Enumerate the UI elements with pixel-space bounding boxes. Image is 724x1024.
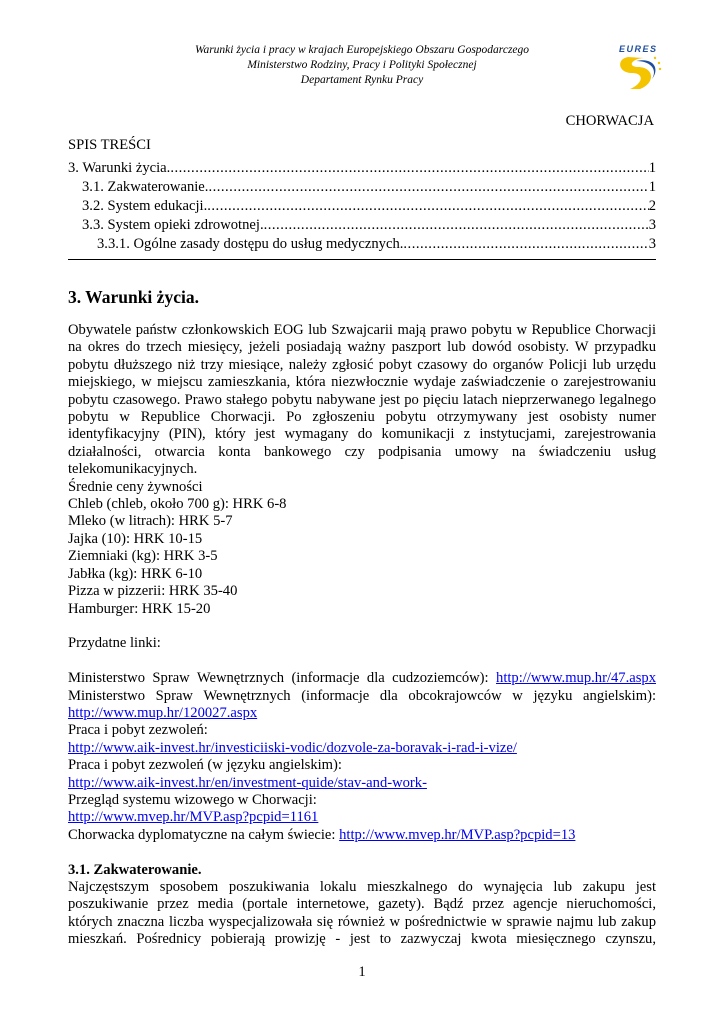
link-label: Ministerstwo Spraw Wewnętrznych (informacje dla cudzoziemców): xyxy=(68,670,497,687)
toc-leader xyxy=(207,198,648,215)
subsection-paragraph xyxy=(68,879,656,949)
toc-item[interactable] xyxy=(68,179,656,198)
price-item: Pizza w pizzerii: HRK 35-40 xyxy=(68,583,238,600)
text-line: identyfikacyjny (PIN), który jest wymagany do komunikacji z instytucjami, zarejestrowania xyxy=(68,426,656,443)
link-label: Ministerstwo Spraw Wewnętrznych (informacje dla obcokrajowców w języku angielskim): xyxy=(68,687,656,704)
link-label: Chorwacka dyplomatyczne na całym świecie: xyxy=(68,826,340,843)
text-line: których znaczna liczba wyspecjalizowała się również w pośrednictwie w sprawie najmu lub zakup xyxy=(68,913,656,930)
logo-text: EURES xyxy=(619,44,658,54)
text-line: pobytu czasowego. Prawo stałego pobytu nabywane jest po pięciu latach nieprzerwanego legalnego xyxy=(68,391,656,408)
text-line: poszukiwanie przez media (portale internetowe, gazety). Bądź przez agencje nieruchomości, xyxy=(68,896,656,913)
section-heading: 3. Warunki życia. xyxy=(68,287,199,307)
text-line: miejskiego, w miejscu zamieszkania, która niezwłocznie wydaje zaświadczenie o zarejestrowaniu xyxy=(68,374,656,391)
text-line: działalności, otwarcia konta bankowego czy podpisania umowy na świadczeniu usług xyxy=(68,443,656,460)
price-item: Ziemniaki (kg): HRK 3-5 xyxy=(68,548,218,565)
link-aik-invest-en[interactable]: http://www.aik-invest.hr/en/investment-quide/stav-and-work- xyxy=(68,774,427,791)
toc-leader xyxy=(403,236,648,253)
toc-leader xyxy=(170,160,648,177)
link-mvep-1161[interactable]: http://www.mvep.hr/MVP.asp?pcpid=1161 xyxy=(68,809,319,826)
toc-item[interactable] xyxy=(68,198,656,217)
toc-item-page: 3 xyxy=(648,236,656,252)
price-item: Chleb (chleb, około 700 g): HRK 6-8 xyxy=(68,496,287,513)
intro-paragraph xyxy=(68,322,656,479)
link-line xyxy=(68,670,656,687)
links-list xyxy=(68,670,656,844)
toc-item[interactable] xyxy=(68,236,656,255)
text-line: Najczęstszym sposobem poszukiwania lokalu mieszkalnego do wynajęcia lub zakupu jest xyxy=(68,878,656,895)
header-line-1: Warunki życia i pracy w krajach Europejskiego Obszaru Gospodarczego xyxy=(194,44,530,56)
subsection-heading: 3.1. Zakwaterowanie. xyxy=(68,861,202,878)
eures-logo xyxy=(614,43,664,93)
price-list xyxy=(68,496,656,618)
link-mvep-13[interactable]: http://www.mvep.hr/MVP.asp?pcpid=13 xyxy=(339,826,576,843)
country-label: CHORWACJA xyxy=(565,113,654,129)
toc-item-label: 3.3. System opieki zdrowotnej. xyxy=(82,217,264,233)
toc-item-label: 3. Warunki życia. xyxy=(68,160,171,176)
header-line-2: Ministerstwo Rodziny, Pracy i Polityki Społecznej xyxy=(247,59,477,71)
toc-item-label: 3.2. System edukacji. xyxy=(82,198,208,214)
text-line: Obywatele państw członkowskich EOG lub Szwajcarii mają prawo pobytu w Republice Chorwacji xyxy=(68,322,656,338)
document-body xyxy=(68,322,656,949)
toc-item-label: 3.3.1. Ogólne zasady dostępu do usług medycznych. xyxy=(97,236,404,252)
link-mup-47[interactable]: http://www.mup.hr/47.aspx xyxy=(496,670,656,687)
link-label: Praca i pobyt zezwoleń: xyxy=(68,722,208,739)
links-title: Przydatne linki: xyxy=(68,635,161,652)
toc-item[interactable] xyxy=(68,217,656,236)
toc-leader xyxy=(208,179,648,196)
price-item: Mleko (w litrach): HRK 5-7 xyxy=(68,513,233,530)
toc-title: SPIS TREŚCI xyxy=(68,137,151,153)
page-number: 1 xyxy=(358,964,366,980)
text-line: telekomunikacyjnych. xyxy=(68,461,198,478)
link-line xyxy=(68,827,656,844)
text-line: mieszkań. Pośrednicy pobierają prowizję - jest to zazwyczaj kwota miesięcznego czynszu, xyxy=(68,931,656,948)
toc-leader xyxy=(264,217,649,234)
price-item: Jabłka (kg): HRK 6-10 xyxy=(68,565,203,582)
link-label: Praca i pobyt zezwoleń (w języku angielskim): xyxy=(68,757,342,774)
link-label: Przegląd systemu wizowego w Chorwacji: xyxy=(68,791,317,808)
price-item: Jajka (10): HRK 10-15 xyxy=(68,530,203,547)
header-line-3: Departament Rynku Pracy xyxy=(300,74,424,86)
link-mup-120027[interactable]: http://www.mup.hr/120027.aspx xyxy=(68,704,258,721)
table-of-contents xyxy=(68,160,656,255)
text-line: pobytu w Republice Chorwacji. Po zgłoszeniu pobytu otrzymywany jest osobisty numer xyxy=(68,409,656,426)
text-line: pobytu dłuższego niż trzy miesiące, należy zgłosić pobyt czasowy do organów Policji lub urzędu xyxy=(68,356,656,373)
link-aik-invest-pl[interactable]: http://www.aik-invest.hr/investiciiski-vodic/dozvole-za-boravak-i-rad-i-vize/ xyxy=(68,739,517,756)
prices-title: Średnie ceny żywności xyxy=(68,478,203,495)
toc-item-page: 2 xyxy=(648,198,656,214)
toc-item[interactable] xyxy=(68,160,656,179)
text-line: na okres do trzech miesięcy, jeżeli posiadają ważny paszport lub dowód osobisty. W przypadku xyxy=(68,339,656,356)
toc-item-label: 3.1. Zakwaterowanie. xyxy=(82,179,209,195)
divider xyxy=(68,259,656,260)
toc-item-page: 3 xyxy=(648,217,656,233)
toc-item-page: 1 xyxy=(648,160,656,176)
toc-item-page: 1 xyxy=(648,179,656,195)
price-item: Hamburger: HRK 15-20 xyxy=(68,600,211,617)
